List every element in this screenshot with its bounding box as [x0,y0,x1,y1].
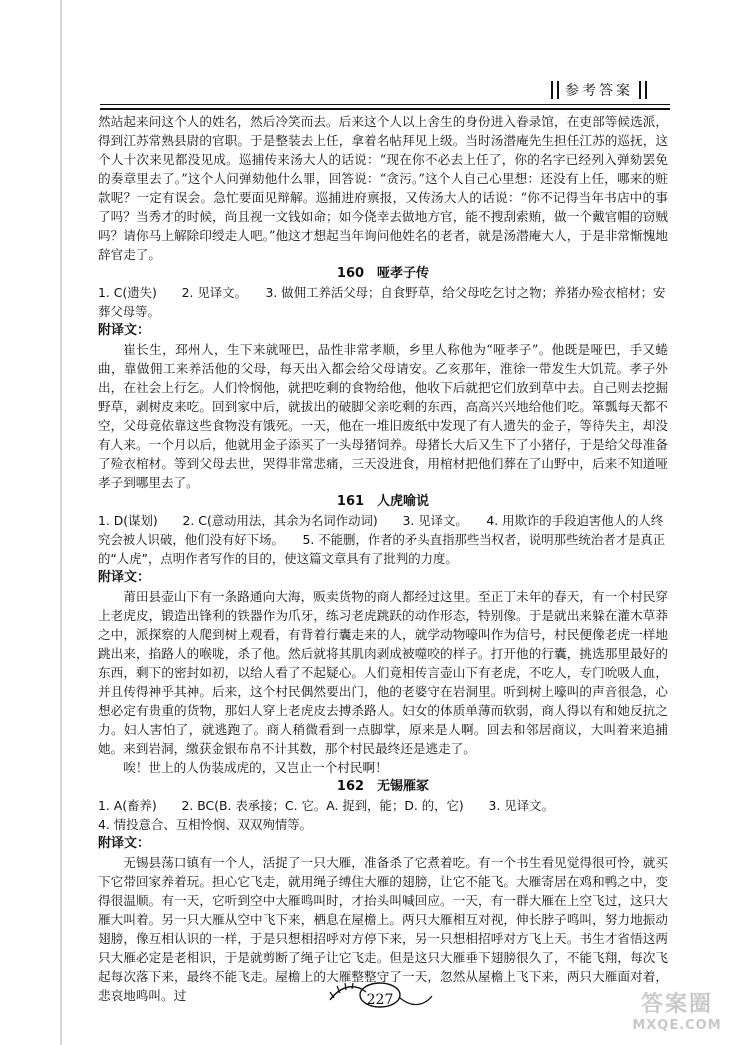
header-rule-thin [100,104,670,105]
binding-edge [60,0,62,1045]
answers-162: 1. A(畜养) 2. BC(B. 表承接；C. 它。A. 捉到，能；D. 的，它) 3. 见译文。 4. 情投意合、互相怜悯、双双殉情等。 [98,798,554,832]
header-rule-thick [100,108,670,110]
answers-161: 1. D(谋划) 2. C(意动用法，其余为名词作动词) 3. 见译文。 4. 用欺诈的手段迫害他人的人终究会被人识破，他们没有好下场。 5. 不能删，作者的矛头直指那些当权者，说明那些统治者才是真正的“人虎”，点明作者写作的目的，使这篇文章具有了批判的力度。 [98,513,666,566]
translation-162: 无锡县荡口镇有一个人，活捉了一只大雁，准备杀了它煮着吃。有一个书生看见觉得很可怜，就买下它带回家养着玩。担心它飞走，就用绳子缚住大雁的翅膀，让它不能飞。大雁寄居在鸡和鸭之中，变得很温顺。有一天，它听到空中大雁鸣叫时，才抬头叫喊回应。一天，有一群大雁在上空飞过，这只大雁大叫着。另一只大雁从空中飞下来，栖息在屋檐上。两只大雁相互对视，伸长脖子鸣叫，努力地振动翅膀，像互相认识的一样，于是只想相招呼对方停下来，另一只想相招呼对方飞上天。书生才省悟这两只大雁必定是老相识，于是就剪断了绳子让它飞走。但是这只大雁垂下翅膀很久了，不能飞翔，每次飞起每次落下来，最终不能飞走。屋檐上的大雁整整守了一天，忽然从屋檐上飞下来，两只大雁面对着，悲哀地鸣叫。过 [98,855,668,1003]
section-title-162: 162 无锡雁冢 [336,779,430,794]
header-bracket-right [639,81,647,99]
answers-160: 1. C(遗失) 2. 见译文。 3. 做佣工养活父母；自食野草，给父母吃乞讨之物；养猪办殓衣棺材；安葬父母等。 [98,285,666,319]
watermark-line2: MXQE.COM [632,1018,722,1033]
translation-161: 莆田县壶山下有一条路通向大海，贩卖货物的商人都经过这里。至正丁未年的春天，有一个村民穿上老虎皮，锻造出锋利的铁器作为爪牙，练习老虎跳跃的动作形态，特别像。于是就出来躲在灌木草莽之中，派探察的人爬到树上观看，有背着行囊走来的人，就学动物嚎叫作为信号，村民便像老虎一样地跳出来，掐路人的喉咙，杀了他。然后就将其肌肉剥成被噬咬的样子。打开他的行囊，挑选那里最好的东西，剩下的密封如初，以给人看了不起疑心。人们竟相传言壶山下有老虎，不吃人，专门吮吸人血，并且传得神乎其神。后来，这个村民偶然要出门，他的老婆守在岩洞里。听到树上嚎叫的声音很急，心想必定有贵重的货物，那妇人穿上老虎皮去搏杀路人。妇女的体质单薄而软弱，商人得以有和她反抗之力。妇人害怕了，就逃跑了。商人稍微看到一点脚掌，原来是人啊。回去和邻居商议，大叫着来追捕她。来到岩洞，缴获金银布帛不计其数，那个村民最终还是逃走了。 [98,589,668,756]
intro-paragraph: 然站起来问这个人的姓名，然后冷笑而去。后来这个人以上舍生的身份进入眷录馆，在吏部等候选派，得到江苏常熟县尉的官职。于是整装去上任，拿着名帖拜见上级。当时汤潜庵先生担任江苏的巡抚，这个人十次来见都没见成。巡捕传来汤大人的话说：“现在你不必去上任了，你的名字已经列入弹劾罢免的奏章里去了。”这个人问弹劾他什么罪，回答说：“贪污。”这个人自己心里想：还没有上任，哪来的赃款呢？一定有误会。急忙要面见辩解。巡捕进府禀报，又传汤大人的话说：“你不记得当年书店中的事了吗？当秀才的时候，尚且视一文钱如命；如今侥幸去做地方官，能不搜刮索贿，做一个戴官帽的窃贼吗？请你马上解除印绶走人吧。”他这才想起当年询问他姓名的老者，就是汤潜庵大人，于是非常惭愧地辞官走了。 [98,114,668,262]
note-label-161: 附译文： [98,570,151,585]
page-number: 227 [366,992,394,1008]
running-header [533,78,665,102]
header-bracket-left [551,81,559,99]
note-label-162: 附译文： [98,836,151,851]
page-body [98,112,668,1005]
header-label: 参考答案 [565,83,633,99]
section-title-160: 160 哑孝子传 [336,266,430,281]
note-label-160: 附译文： [98,323,151,338]
watermark-line1: 答案圈 [640,992,713,1017]
translation-160: 崔长生，邳州人，生下来就哑巴，品性非常孝顺，乡里人称他为“哑孝子”。他既是哑巴，手又蜷曲，靠做佣工来养活他的父母，每天出入都会给父母请安。乙亥那年，淮徐一带发生大饥荒。孝子外出，在社会上行乞。人们怜悯他，就把吃剩的食物给他，他收下后就把它们放到草中去。自己则去挖掘野草，剥树皮来吃。回到家中后，就拔出的破脚父亲吃剩的东西，高高兴兴地给他们吃。箪瓢每天都不空，父母竟依靠这些食物没有饿死。一天，他在一堆旧废纸中发现了有人遗失的金子，等待失主，却没有人来。一个月以后，他就用金子添买了一头母猪饲养。母猪长大后又生下了小猪仔，于是给父母准备了殓衣棺材。等到父母去世，哭得非常悲痛，三天没进食，用棺材把他们葬在了山野中，后来不知道哑孝子到哪里去了。 [98,342,668,490]
watermark [612,992,742,1040]
section-title-161: 161 人虎喻说 [336,494,430,509]
translation-161-closing: 唉！世上的人伪装成虎的，又岂止一个村民啊！ [123,760,388,775]
